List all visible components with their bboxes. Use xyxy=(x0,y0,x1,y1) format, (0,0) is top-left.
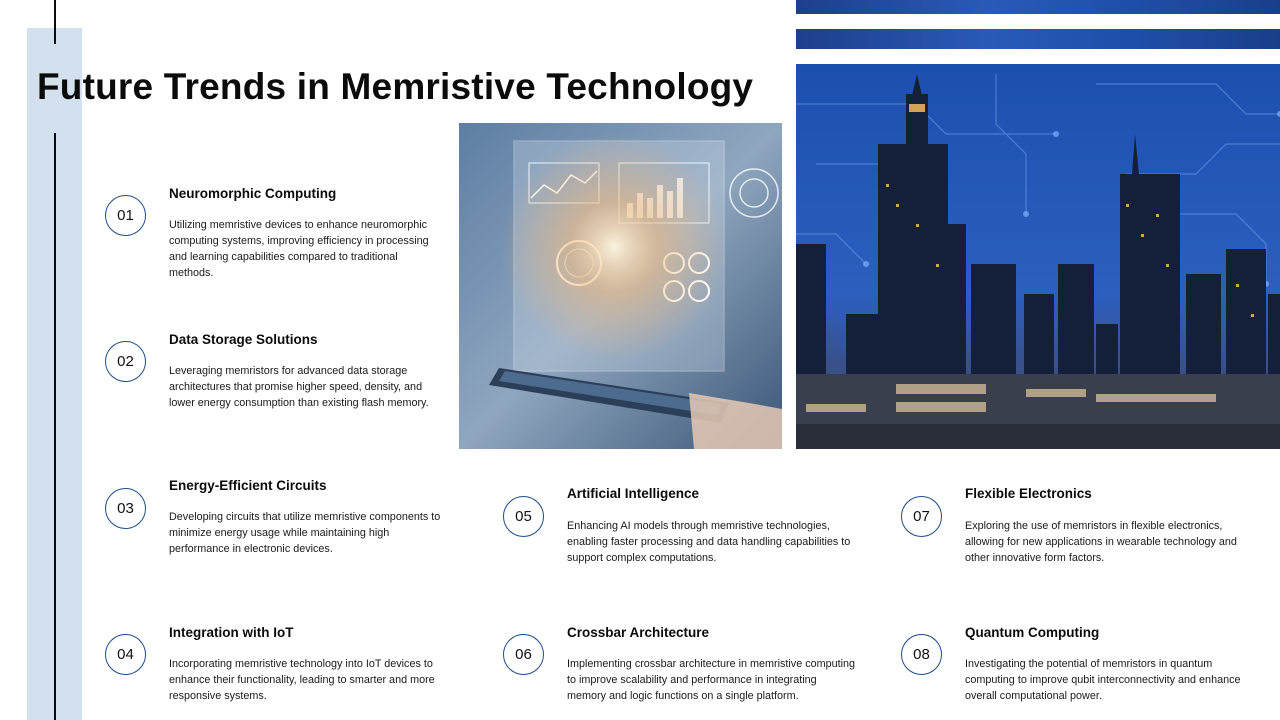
vertical-rule-top xyxy=(54,0,56,44)
item-description: Incorporating memristive technology into IoT devices to enhance their functionality, leading to smarter and more responsive systems. xyxy=(169,658,435,702)
item-heading: Artificial Intelligence xyxy=(567,486,700,501)
item-heading: Neuromorphic Computing xyxy=(169,186,337,201)
item-heading: Crossbar Architecture xyxy=(567,625,710,640)
item-heading: Integration with IoT xyxy=(169,625,294,640)
item-description: Leveraging memristors for advanced data storage architectures that promise higher speed, density, and lower energy consumption than existing flash memory. xyxy=(169,365,429,409)
item-description: Exploring the use of memristors in flexible electronics, allowing for new applications in wearable technology and other innovative form factors. xyxy=(965,520,1237,564)
number-badge: 08 xyxy=(901,634,942,675)
item-heading: Quantum Computing xyxy=(965,625,1100,640)
number-badge: 04 xyxy=(105,634,146,675)
number-badge: 01 xyxy=(105,195,146,236)
item-heading: Data Storage Solutions xyxy=(169,332,318,347)
item-description: Investigating the potential of memristors in quantum computing to improve qubit interconnectivity and enhance overall computational power. xyxy=(965,658,1241,702)
vertical-rule-bottom xyxy=(54,133,56,720)
number-badge: 03 xyxy=(105,488,146,529)
decorative-strip-second xyxy=(796,29,1280,49)
decorative-strip-top xyxy=(796,0,1280,14)
city-circuit-image xyxy=(796,64,1280,449)
number-badge: 05 xyxy=(503,496,544,537)
number-badge: 07 xyxy=(901,496,942,537)
tablet-dashboard-image xyxy=(459,123,782,449)
item-description: Utilizing memristive devices to enhance neuromorphic computing systems, improving efficiency in processing and learning capabilities compared to traditional methods. xyxy=(169,219,429,279)
item-description: Developing circuits that utilize memristive components to minimize energy usage while maintaining high performance in electronic devices. xyxy=(169,511,441,555)
item-heading: Energy-Efficient Circuits xyxy=(169,478,327,493)
number-badge: 06 xyxy=(503,634,544,675)
page-title: Future Trends in Memristive Technology xyxy=(37,66,754,107)
item-description: Enhancing AI models through memristive technologies, enabling faster processing and data handling capabilities to support complex computations. xyxy=(567,520,851,564)
number-badge: 02 xyxy=(105,341,146,382)
item-description: Implementing crossbar architecture in memristive computing to improve scalability and performance in integrating memory and logic functions on a single platform. xyxy=(567,658,856,702)
item-heading: Flexible Electronics xyxy=(965,486,1092,501)
